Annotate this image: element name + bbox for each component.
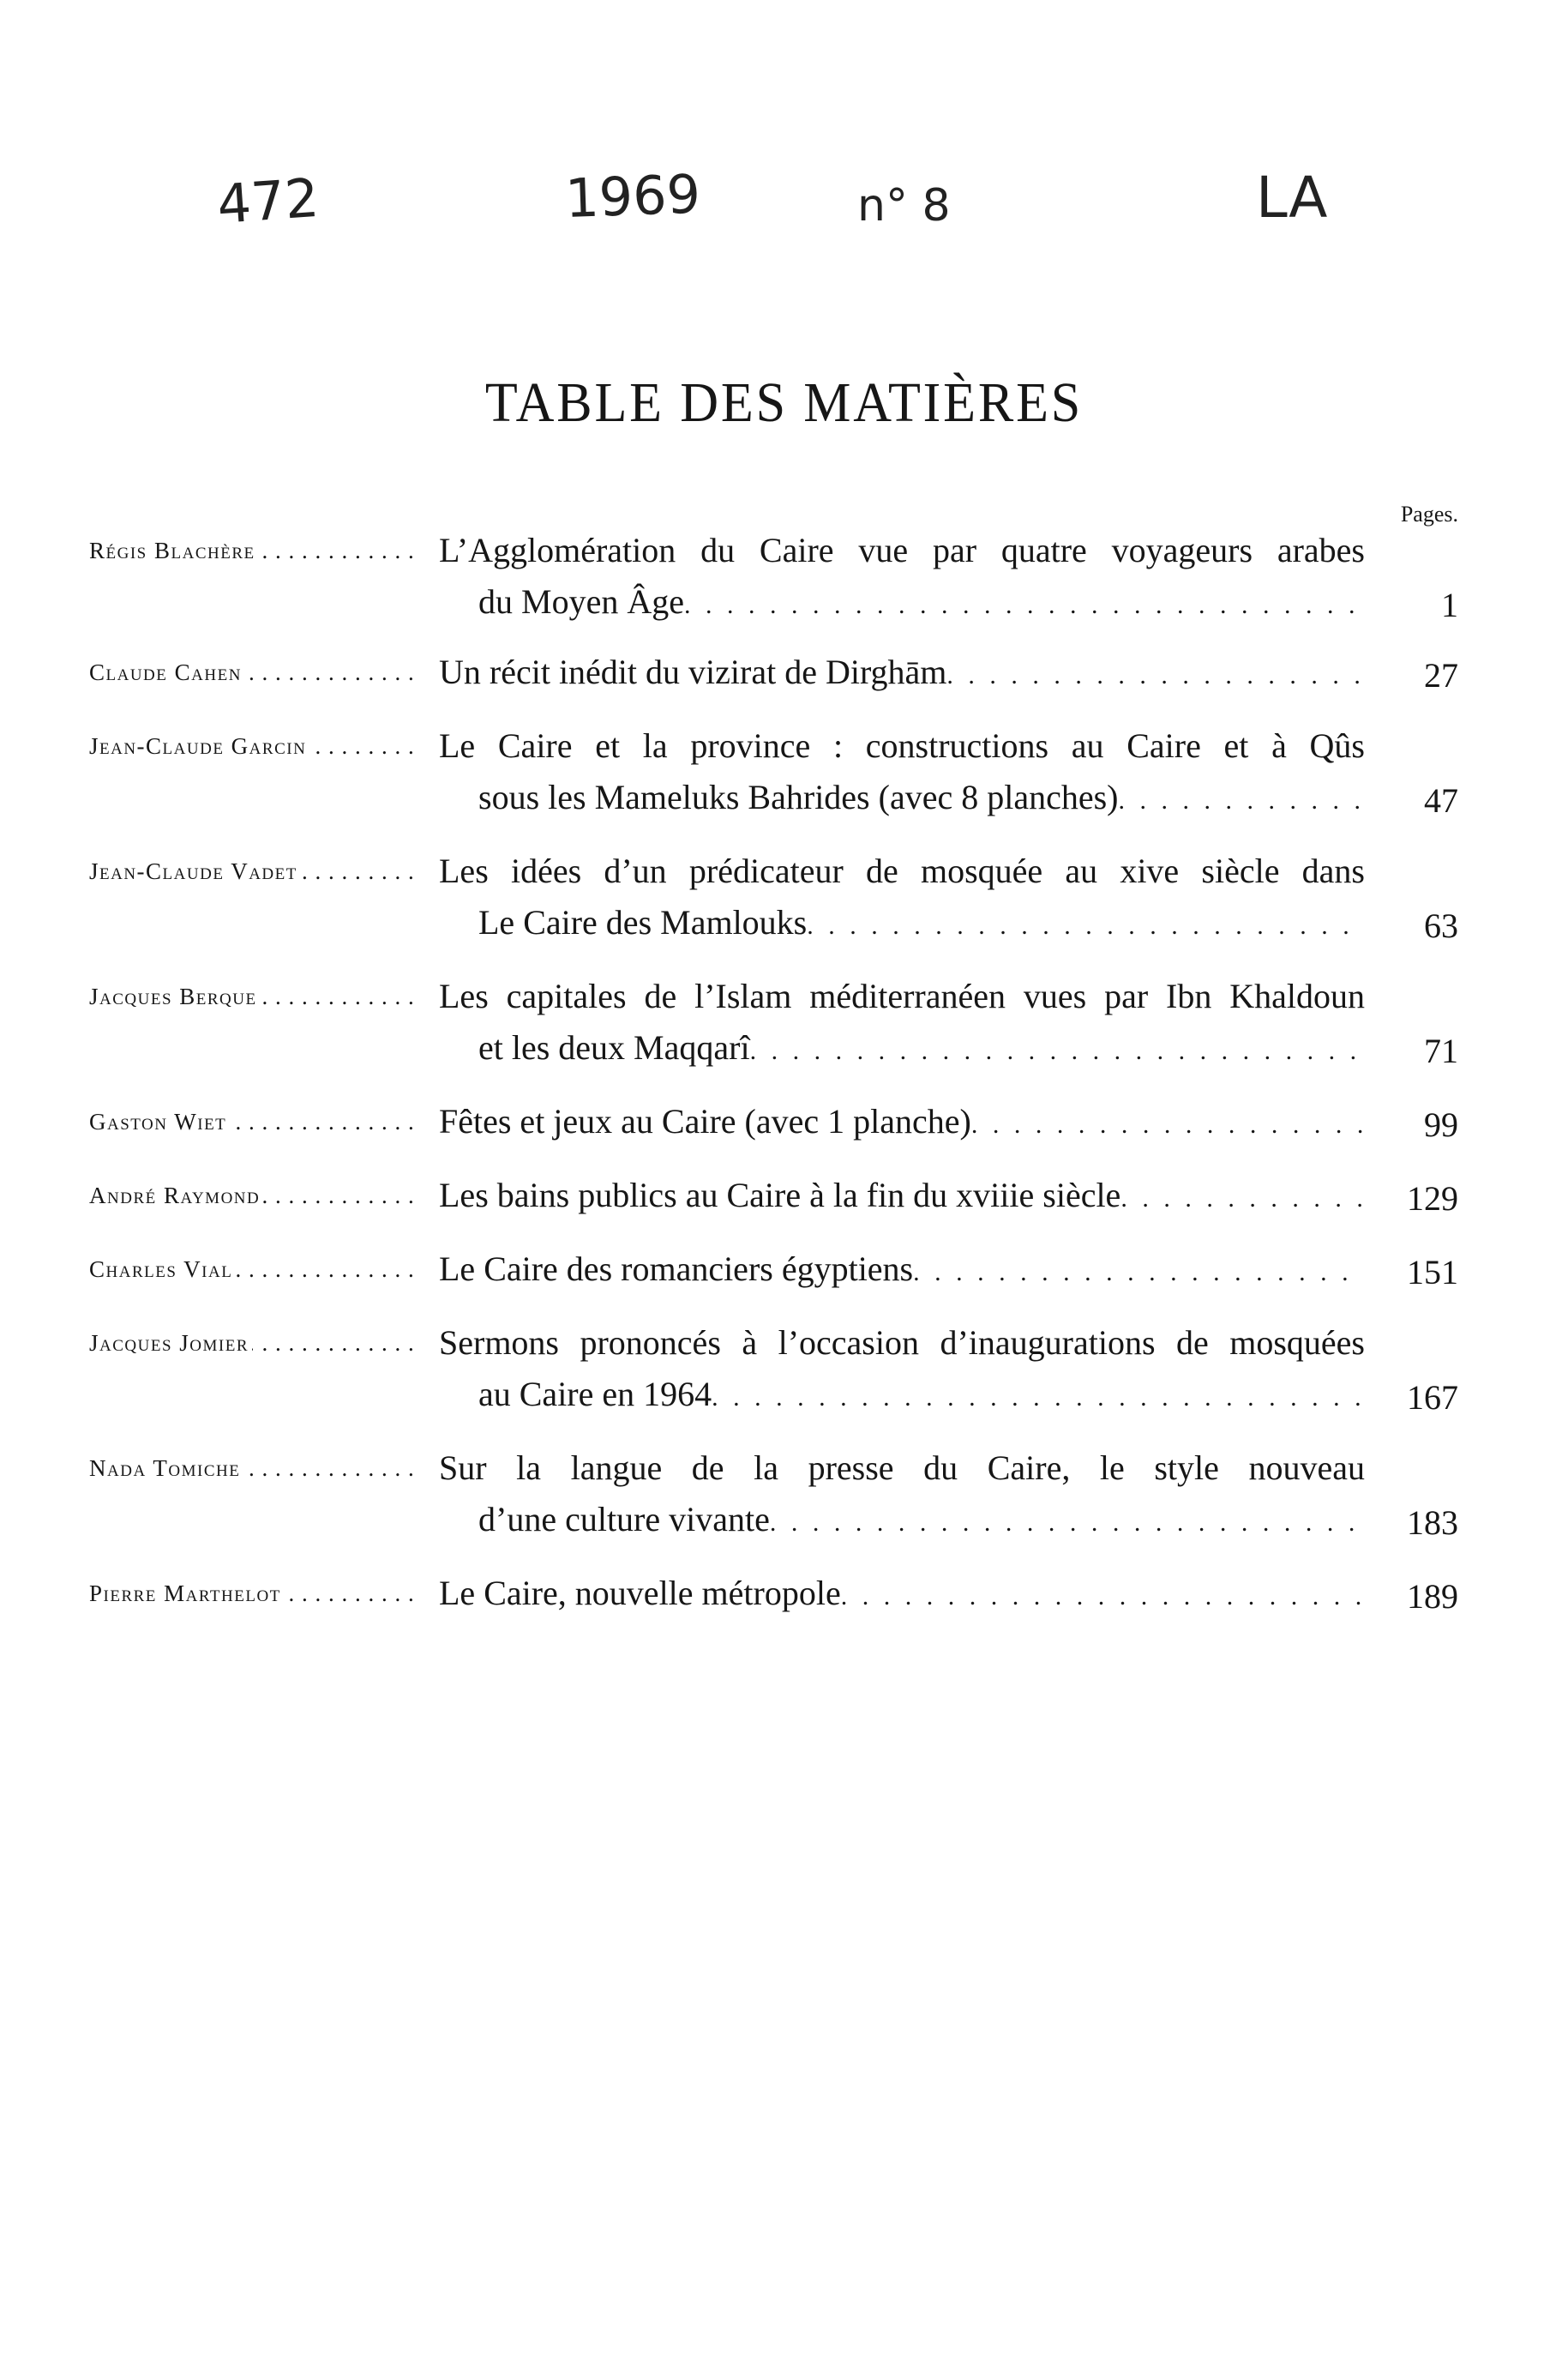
- toc-title-line: Les idées d’un prédicateur de mosquée au xive siècle dans: [439, 852, 1365, 890]
- toc-entry: [89, 720, 1458, 827]
- handwritten-note-3: n° 8: [857, 180, 951, 232]
- toc-page-number: 63: [1424, 906, 1458, 945]
- toc-title: [422, 1442, 1365, 1549]
- toc-entry: [89, 1317, 1458, 1424]
- handwritten-note-2: 1969: [563, 162, 702, 230]
- toc-title: [422, 1243, 1365, 1298]
- toc-title-line: Les capitales de l’Islam méditerranéen vues par Ibn Khaldoun: [439, 977, 1365, 1015]
- toc-title-line: Fêtes et jeux au Caire (avec 1 planche) . . .: [439, 1096, 1365, 1151]
- toc-author: Jacques Berque . . .: [89, 971, 422, 1022]
- toc-title: [422, 720, 1365, 827]
- toc-title-line: Le Caire des romanciers égyptiens . . .: [439, 1243, 1365, 1298]
- toc-page-number: 1: [1441, 586, 1458, 624]
- toc-author: Claude Cahen . . .: [89, 647, 422, 698]
- toc-entry: [89, 971, 1458, 1077]
- toc-title-line: sous les Mameluks Bahrides (avec 8 planches) . . .: [439, 772, 1365, 827]
- toc-title-line: Le Caire des Mamlouks . . .: [439, 897, 1365, 952]
- toc-title: [422, 846, 1365, 952]
- toc-page-number: 151: [1407, 1253, 1458, 1291]
- toc-title: [422, 1568, 1365, 1622]
- table-of-contents: [89, 525, 1458, 1622]
- toc-title-line: au Caire en 1964 . . .: [439, 1369, 1365, 1424]
- dot-leader: [946, 650, 1365, 701]
- dot-leader: [841, 1571, 1365, 1622]
- toc-page-number: 99: [1424, 1105, 1458, 1144]
- dot-leader: [712, 1372, 1365, 1424]
- toc-author: Jean-Claude Garcin . . .: [89, 720, 422, 772]
- toc-title-line: Le Caire, nouvelle métropole . . .: [439, 1568, 1365, 1622]
- toc-entry: [89, 525, 1458, 631]
- toc-page-number: 183: [1407, 1503, 1458, 1542]
- toc-author: André Raymond . . .: [89, 1170, 422, 1221]
- toc-title-line: Sermons prononcés à l’occasion d’inaugurations de mosquées: [439, 1323, 1365, 1362]
- toc-title-line: d’une culture vivante . . .: [439, 1494, 1365, 1549]
- toc-page-number: 71: [1424, 1032, 1458, 1070]
- toc-title: [422, 1096, 1365, 1151]
- toc-title-line: Les bains publics au Caire à la fin du xviiie siècle . . .: [439, 1170, 1365, 1225]
- toc-author: Jean-Claude Vadet . . .: [89, 846, 422, 897]
- dot-leader: [750, 1026, 1365, 1077]
- dot-leader: [913, 1247, 1365, 1298]
- toc-title-line: Sur la langue de la presse du Caire, le style nouveau: [439, 1448, 1365, 1487]
- toc-title-line: et les deux Maqqarî . . .: [439, 1022, 1365, 1077]
- dot-leader: [770, 1497, 1365, 1549]
- toc-title: [422, 525, 1365, 631]
- toc-title-line: du Moyen Âge . . .: [439, 576, 1365, 631]
- toc-page-number: 129: [1407, 1179, 1458, 1218]
- toc-author: Gaston Wiet . . .: [89, 1096, 422, 1147]
- toc-entry: [89, 1442, 1458, 1549]
- toc-entry: [89, 1170, 1458, 1225]
- toc-title-line: L’Agglomération du Caire vue par quatre voyageurs arabes: [439, 531, 1365, 569]
- dot-leader: [1118, 775, 1365, 827]
- toc-entry: [89, 1096, 1458, 1151]
- toc-author: Pierre Marthelot . . .: [89, 1568, 422, 1619]
- handwritten-note-4: LA: [1256, 165, 1328, 231]
- dot-leader: [1120, 1173, 1365, 1225]
- toc-title-line: Un récit inédit du vizirat de Dirghām . . .: [439, 647, 1365, 701]
- toc-title: [422, 971, 1365, 1077]
- toc-title: [422, 1317, 1365, 1424]
- toc-entry: [89, 647, 1458, 701]
- handwritten-notes-svg: [0, 150, 1568, 253]
- toc-entry: [89, 1243, 1458, 1298]
- toc-title: [422, 1170, 1365, 1225]
- dot-leader: [684, 580, 1365, 631]
- toc-title-line: Le Caire et la province : constructions au Caire et à Qûs: [439, 726, 1365, 765]
- toc-page-number: 189: [1407, 1577, 1458, 1616]
- dot-leader: [807, 900, 1365, 952]
- toc-author: Régis Blachère . . .: [89, 525, 422, 576]
- toc-entry: [89, 1568, 1458, 1622]
- toc-entry: [89, 846, 1458, 952]
- page-title: TABLE DES MATIÈRES: [484, 371, 1084, 434]
- toc-author: Nada Tomiche . . .: [89, 1442, 422, 1494]
- toc-title: [422, 647, 1365, 701]
- handwritten-annotations: [0, 150, 1568, 253]
- toc-page-number: 27: [1424, 656, 1458, 695]
- dot-leader: [971, 1099, 1365, 1151]
- handwritten-note-1: 472: [214, 166, 321, 236]
- toc-author: Charles Vial . . .: [89, 1243, 422, 1295]
- toc-author: Jacques Jomier . . .: [89, 1317, 422, 1369]
- toc-page-number: 167: [1407, 1378, 1458, 1417]
- pages-column-label: Pages.: [1400, 502, 1458, 527]
- toc-page-number: 47: [1424, 781, 1458, 820]
